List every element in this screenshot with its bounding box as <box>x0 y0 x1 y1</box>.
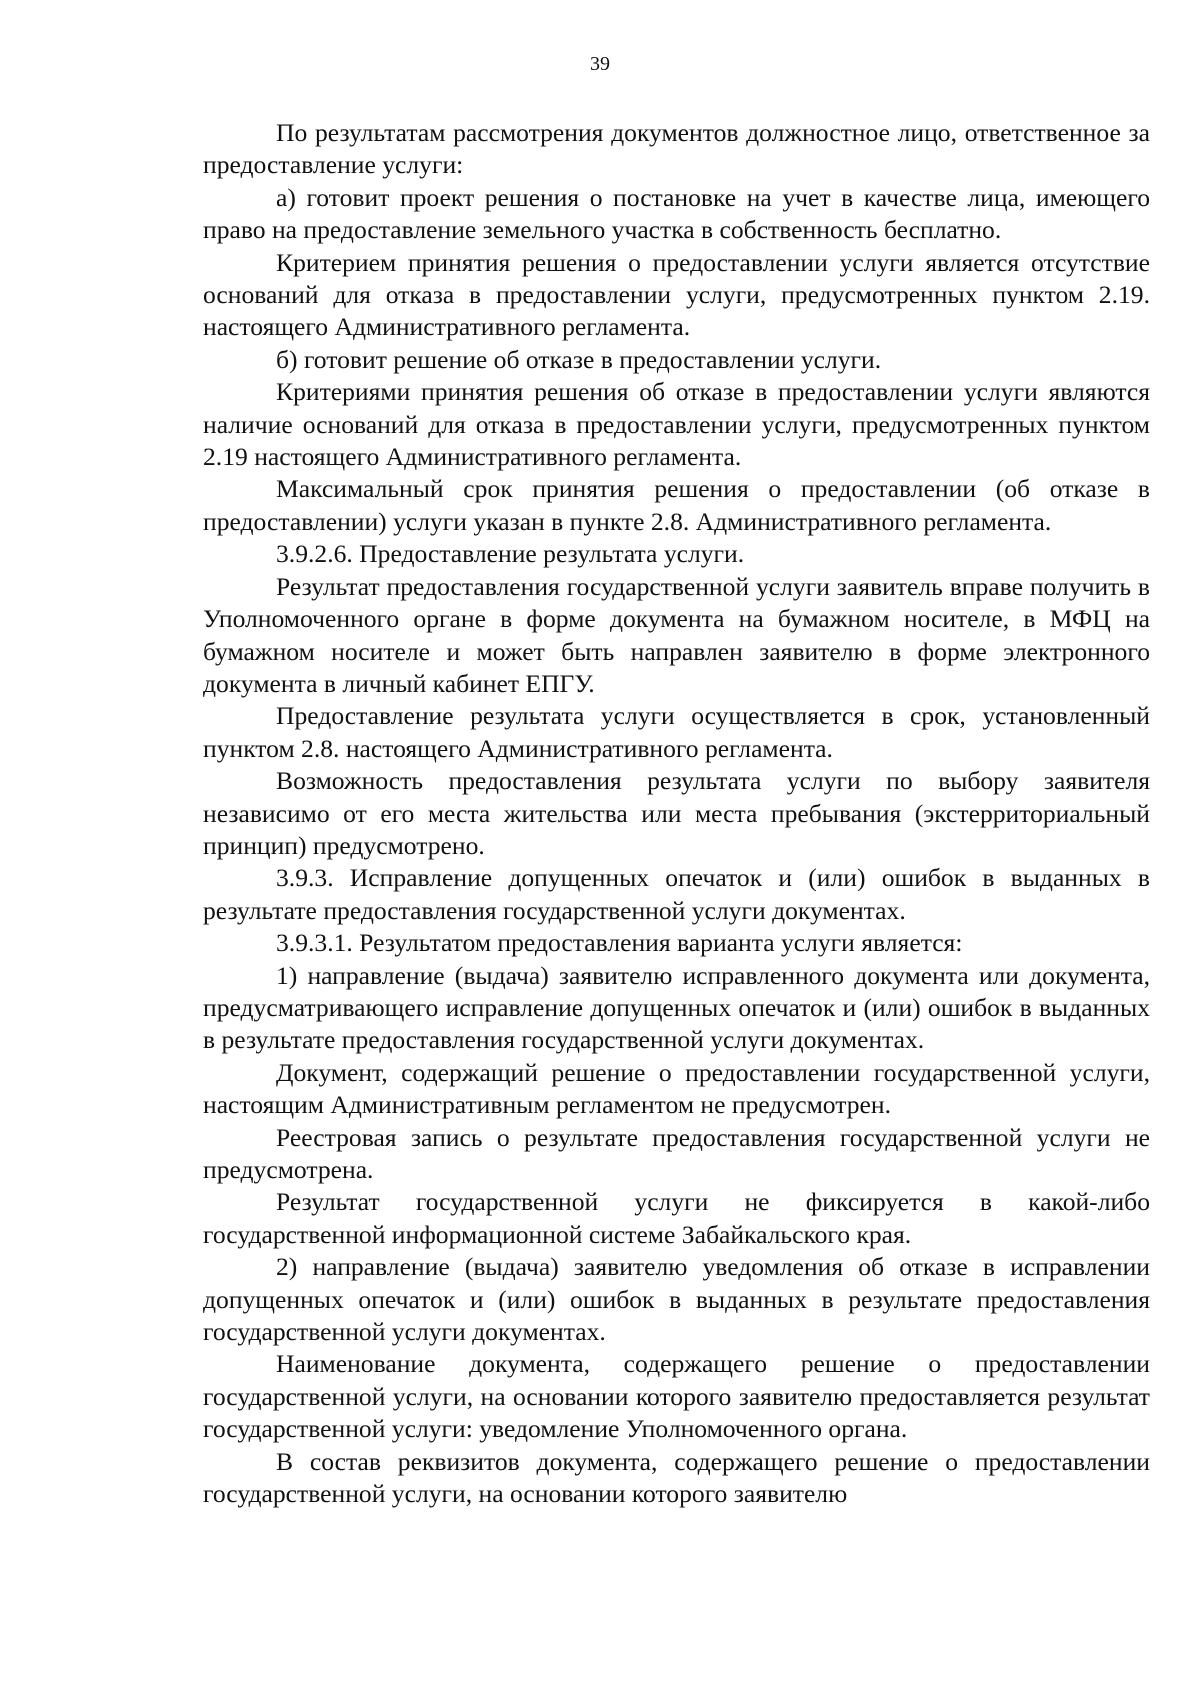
paragraph: Документ, содержащий решение о предоставлении государственной услуги, настоящим Административным регламентом не предусмотрен. <box>203 1057 1150 1120</box>
list-item: 1) направление (выдача) заявителю исправленного документа или документа, предусматривающего исправление допущенных опечаток и (или) ошибок в выданных в результате предоставления государственной услуги документах. <box>203 960 1150 1055</box>
paragraph: По результатам рассмотрения документов должностное лицо, ответственное за предоставление услуги: <box>203 118 1150 180</box>
paragraph: Предоставление результата услуги осуществляется в срок, установленный пунктом 2.8. настоящего Административного регламента. <box>203 701 1150 763</box>
section-heading: 3.9.3. Исправление допущенных опечаток и (или) ошибок в выданных в результате предоставления государственной услуги документах. <box>203 863 1150 925</box>
paragraph: а) готовит проект решения о постановке на учет в качестве лица, имеющего право на предоставление земельного участка в собственность бесплатно. <box>203 182 1150 245</box>
paragraph: Реестровая запись о результате предоставления государственной услуги не предусмотрена. <box>203 1122 1150 1184</box>
page-number: 39 <box>590 53 610 75</box>
paragraph: Критериями принятия решения об отказе в предоставлении услуги являются наличие оснований для отказа в предоставлении услуги, предусмотренных пунктом 2.19 настоящего Административного регламента. <box>203 377 1150 472</box>
section-heading: 3.9.2.6. Предоставление результата услуги. <box>276 539 745 569</box>
paragraph: Результат государственной услуги не фиксируется в какой-либо государственной информационной системе Забайкальского края. <box>203 1187 1150 1249</box>
paragraph: Критерием принятия решения о предоставлении услуги является отсутствие оснований для отказа в предоставлении услуги, предусмотренных пунктом 2.19. настоящего Административного регламента. <box>203 247 1150 342</box>
paragraph: Результат предоставления государственной услуги заявитель вправе получить в Уполномоченного органе в форме документа на бумажном носителе, в МФЦ на бумажном носителе и может быть направлен заявителю в форме электронного документа в личный кабинет ЕПГУ. <box>203 571 1150 698</box>
paragraph: Возможность предоставления результата услуги по выбору заявителя независимо от его места жительства или места пребывания (экстерриториальный принцип) предусмотрено. <box>203 766 1150 860</box>
paragraph: б) готовит решение об отказе в предоставлении услуги. <box>276 344 882 374</box>
document-body <box>203 117 1150 1510</box>
section-heading: 3.9.3.1. Результатом предоставления варианта услуги является: <box>276 928 963 958</box>
paragraph: Наименование документа, содержащего решение о предоставлении государственной услуги, на основании которого заявителю предоставляется результат государственной услуги: уведомление Уполномоченного органа. <box>203 1349 1150 1444</box>
paragraph: Максимальный срок принятия решения о предоставлении (об отказе в предоставлении) услуги указан в пункте 2.8. Административного регламента. <box>203 474 1150 536</box>
list-item: 2) направление (выдача) заявителю уведомления об отказе в исправлении допущенных опечаток и (или) ошибок в выданных в результате предоставления государственной услуги документах. <box>203 1252 1150 1347</box>
paragraph: В состав реквизитов документа, содержащего решение о предоставлении государственной услуги, на основании которого заявителю <box>203 1446 1150 1509</box>
